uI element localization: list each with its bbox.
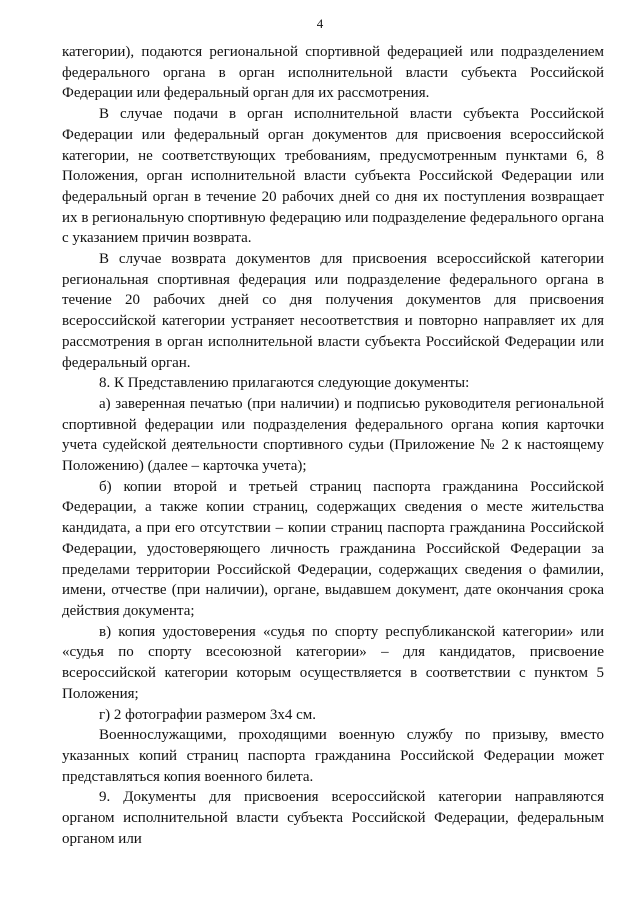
document-body [62, 42, 604, 849]
paragraph-item-8-heading: 8. К Представлению прилагаются следующие документы: [99, 375, 470, 392]
paragraph-resubmission: В случае возврата документов для присвоения всероссийской категории региональная спортивная федерация или подразделение федерального органа в течение 20 рабочих дней со дня получения документов для присвоения всероссийской категории устраняет несоответствия и повторно направляет их для рассмотрения в орган исполнительной власти субъекта Российской Федерации или федеральный орган. [62, 251, 604, 371]
paragraph-item-8b: б) копии второй и третьей страниц паспорта гражданина Российской Федерации, а также копии страниц, содержащих сведения о месте жительства кандидата, а при его отсутствии – копии страниц паспорта гражданина Российской Федерации, удостоверяющего личность гражданина Российской Федерации за пределами территории Российской Федерации, содержащих сведения о фамилии, имени, отчестве (при наличии), органе, выдавшем документ, дате окончания срока действия документа; [62, 478, 604, 619]
paragraph-item-9: 9. Документы для присвоения всероссийской категории направляются органом исполнительной власти субъекта Российской Федерации, федеральным органом или [62, 789, 604, 847]
paragraph-military-note: Военнослужащими, проходящими военную службу по призыву, вместо указанных копий страниц паспорта гражданина Российской Федерации может представляться копия военного билета. [62, 727, 604, 785]
paragraph-item-8v: в) копия удостоверения «судья по спорту республиканской категории» или «судья по спорту всесоюзной категории» – для кандидатов, присвоение всероссийской категории которым осуществляется в соответствии с пунктом 5 Положения; [62, 623, 604, 702]
page-number: 4 [316, 16, 324, 31]
paragraph-item-8a: а) заверенная печатью (при наличии) и подписью руководителя региональной спортивной федерации или подразделения федерального органа копия карточки учета судейской деятельности спортивного судьи (Приложение № 2 к настоящему Положению) (далее – карточка учета); [62, 395, 604, 475]
paragraph-submission-return: В случае подачи в орган исполнительной власти субъекта Российской Федерации или федеральный орган документов для присвоения всероссийской категории, не соответствующих требованиям, предусмотренным пунктами 6, 8 Положения, орган исполнительной власти субъекта Российской Федерации или федеральный орган в течение 20 рабочих дней со дня их поступления возвращает их в региональную спортивную федерацию или подразделение федерального органа с указанием причин возврата. [62, 106, 604, 247]
paragraph-item-8g: г) 2 фотографии размером 3х4 см. [99, 706, 316, 723]
paragraph-continuation: категории), подаются региональной спортивной федерацией или подразделением федерального органа в орган исполнительной власти субъекта Российской Федерации или федеральный орган для их рассмотрения. [62, 44, 604, 102]
